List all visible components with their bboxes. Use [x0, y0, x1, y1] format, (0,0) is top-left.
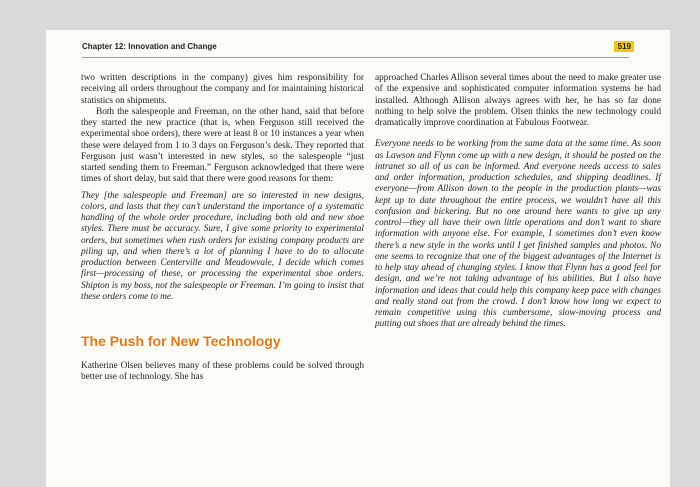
chapter-title: Chapter 12: Innovation and Change — [82, 42, 217, 51]
header-rule — [82, 57, 629, 58]
page-header — [46, 42, 670, 56]
left-quote: They [the salespeople and Freeman] are so interested in new designs, colors, and lasts that they can’t understand the importance of a systematic handling of the whole order procedure, including both old and new shoe styles. There must be accuracy. Sure, I give some priority to experimental orders, but sometimes when rush orders for existing company products are piling up, and when there’s a lot of planning I have to do to allocate production between Centerville and Meadowvale, I decide which comes first—processing of these, or processing the experimental shoe orders. Shipton is my boss, not the salespeople or Freeman. I’m going to insist that these orders come to me. — [81, 190, 364, 302]
right-quote: Everyone needs to be working from the same data at the same time. As soon as Lawson and Flynn come up with a new design, it should be posted on the intranet so all of us can be informed. And everyone needs access to sales and order information, production schedules, and shipping deadlines. If everyone—from Allison down to the people in the production plants—was kept up to date throughout the entire process, we wouldn’t have all this confusion and bickering. But no one around here wants to give up any control—they all have their own little operations and don’t want to share information with anyone else. For example, I sometimes don’t even know there’s a new style in the works until I get finished samples and photos. No one seems to recognize that one of the biggest advantages of the Internet is to help stay ahead of changing styles. I know that Flynn has a good feel for design, and we’re not taking advantage of his abilities. But I also have information and ideas that could help this company keep pace with changes and really stand out from the crowd. I don’t know how long we expect to remain competitive using this cumbersome, slow-moving process and putting out shoes that are already behind the times. — [375, 139, 661, 330]
left-paragraph-2: Both the salespeople and Freeman, on the other hand, said that before they started the new practice (that is, when Ferguson still received the experimental shoe orders), there were at least 8 or 10 instances a year when these were delayed from 1 to 3 days on Ferguson’s desk. They reported that Ferguson just wasn’t interested in new styles, so the salespeople “just started sending them to Freeman.” Ferguson acknowledged that there were times of short delay, but said that there were good reasons for them: — [81, 106, 364, 185]
left-paragraph-1: two written descriptions in the company) gives him responsibility for receiving all orders throughout the company and for maintaining historical statistics on shipments. — [81, 73, 364, 106]
right-column — [375, 73, 661, 331]
page-number: 519 — [614, 41, 634, 52]
right-paragraph-1: approached Charles Allison several times about the need to make greater use of the expensive and sophisticated computer information systems he had installed. Although Allison always agrees with her, he has so far done nothing to help solve the problem. Olsen thinks the new technology could dramatically improve coordination at Fabulous Footwear. — [375, 73, 661, 128]
left-paragraph-3: Katherine Olsen believes many of these problems could be solved through better use of technology. She has — [81, 361, 364, 383]
left-column — [81, 73, 364, 384]
section-heading: The Push for New Technology — [81, 333, 281, 349]
